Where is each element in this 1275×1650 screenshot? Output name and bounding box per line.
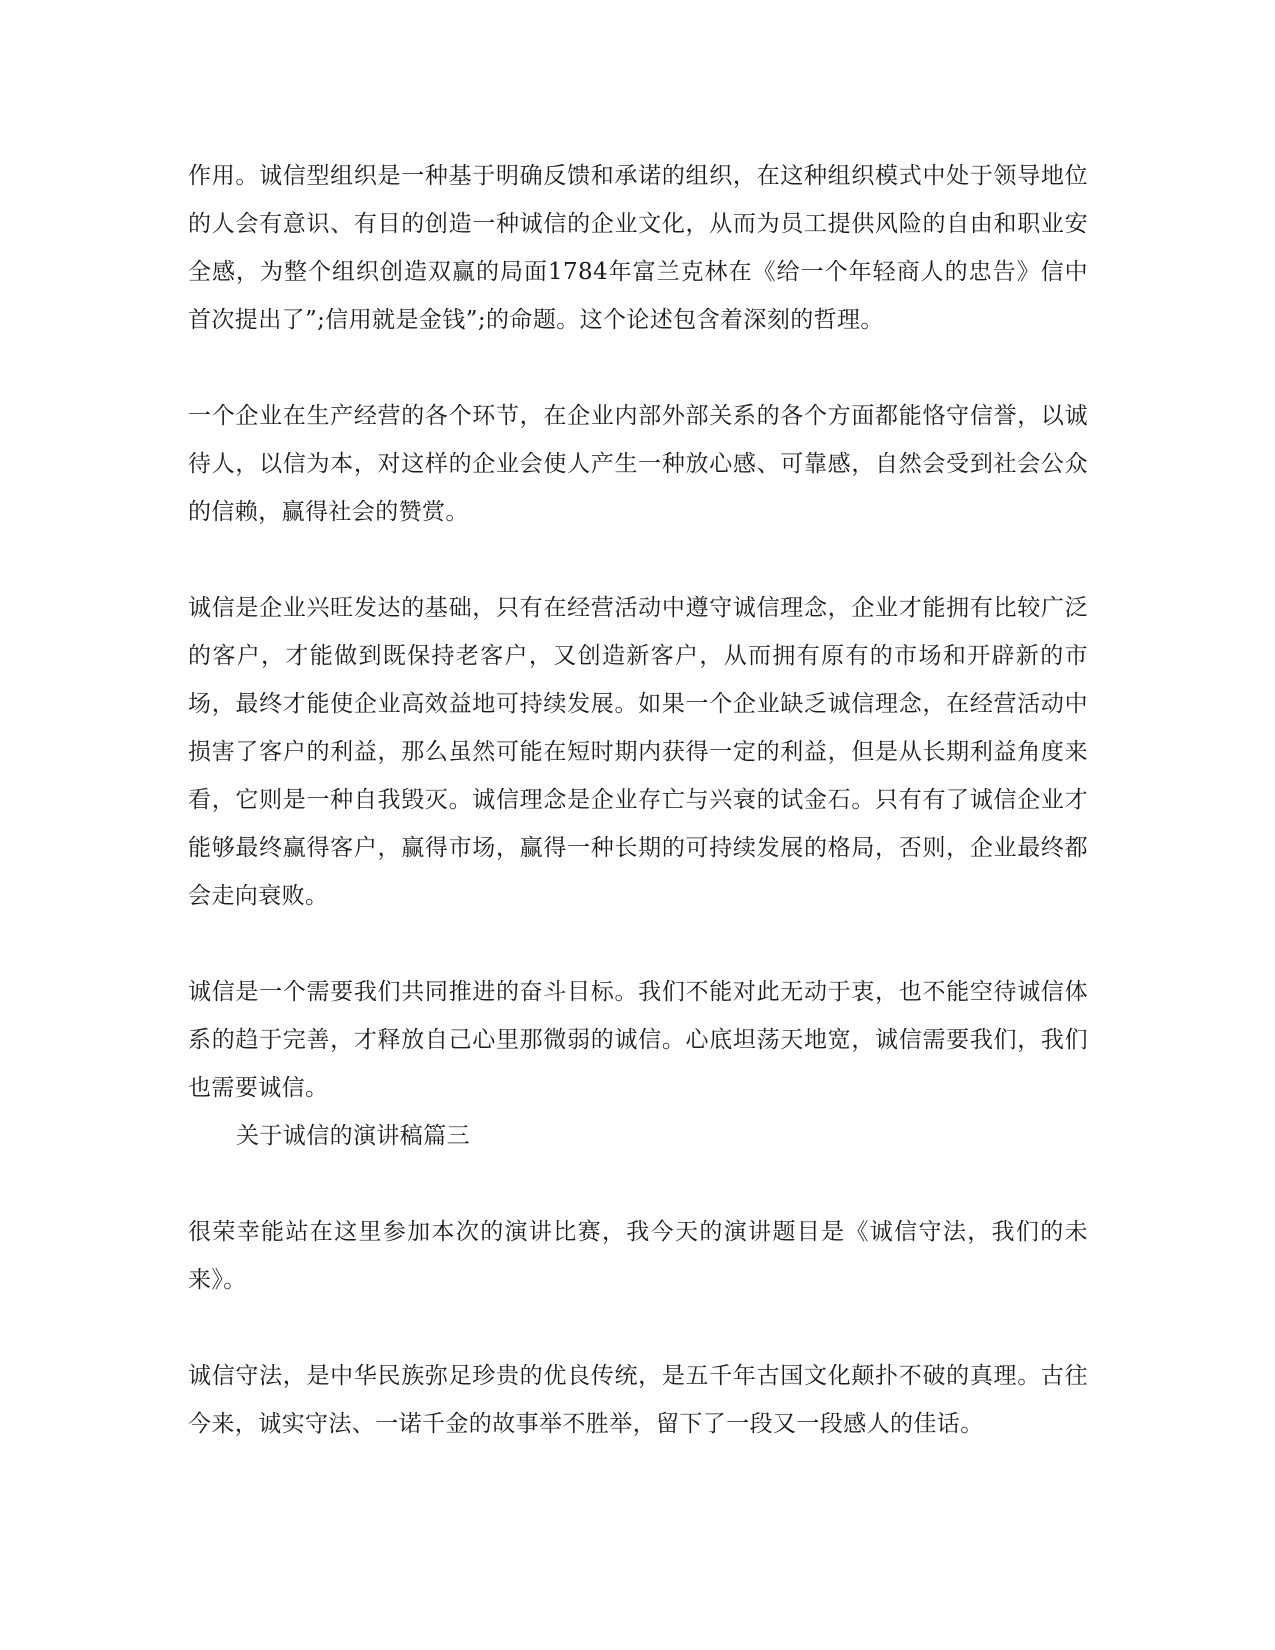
paragraph-1: 作用。诚信型组织是一种基于明确反馈和承诺的组织，在这种组织模式中处于领导地位的人会有意识、有目的创造一种诚信的企业文化，从而为员工提供风险的自由和职业安全感，为整个组织创造双赢的局面1784年富兰克林在《给一个年轻商人的忠告》信中首次提出了”;信用就是金钱”;的命题。这个论述包含着深刻的哲理。 [188,163,1088,333]
document-body [188,152,1088,1448]
paragraph-gap [188,1160,1088,1208]
paragraph-gap [188,536,1088,584]
paragraph-5: 很荣幸能站在这里参加本次的演讲比赛，我今天的演讲题目是《诚信守法，我们的未来》。 [188,1219,1088,1293]
paragraph-2: 一个企业在生产经营的各个环节，在企业内部外部关系的各个方面都能恪守信誉，以诚待人，以信为本，对这样的企业会使人产生一种放心感、可靠感，自然会受到社会公众的信赖，赢得社会的赞赏。 [188,403,1088,525]
paragraph-3: 诚信是企业兴旺发达的基础，只有在经营活动中遵守诚信理念，企业才能拥有比较广泛的客户，才能做到既保持老客户，又创造新客户，从而拥有原有的市场和开辟新的市场，最终才能使企业高效益地可持续发展。如果一个企业缺乏诚信理念，在经营活动中损害了客户的利益，那么虽然可能在短时期内获得一定的利益，但是从长期利益角度来看，它则是一种自我毁灭。诚信理念是企业存亡与兴衰的试金石。只有有了诚信企业才能够最终赢得客户，赢得市场，赢得一种长期的可持续发展的格局，否则，企业最终都会走向衰败。 [188,595,1088,909]
paragraph-4: 诚信是一个需要我们共同推进的奋斗目标。我们不能对此无动于衷，也不能空待诚信体系的趋于完善，才释放自己心里那微弱的诚信。心底坦荡天地宽，诚信需要我们，我们也需要诚信。 [188,979,1088,1101]
paragraph-gap [188,920,1088,968]
paragraph-6: 诚信守法，是中华民族弥足珍贵的优良传统，是五千年古国文化颠扑不破的真理。古往今来，诚实守法、一诺千金的故事举不胜举，留下了一段又一段感人的佳话。 [188,1363,1088,1437]
paragraph-gap [188,344,1088,392]
paragraph-gap [188,1304,1088,1352]
section-heading: 关于诚信的演讲稿篇三 [236,1123,470,1149]
